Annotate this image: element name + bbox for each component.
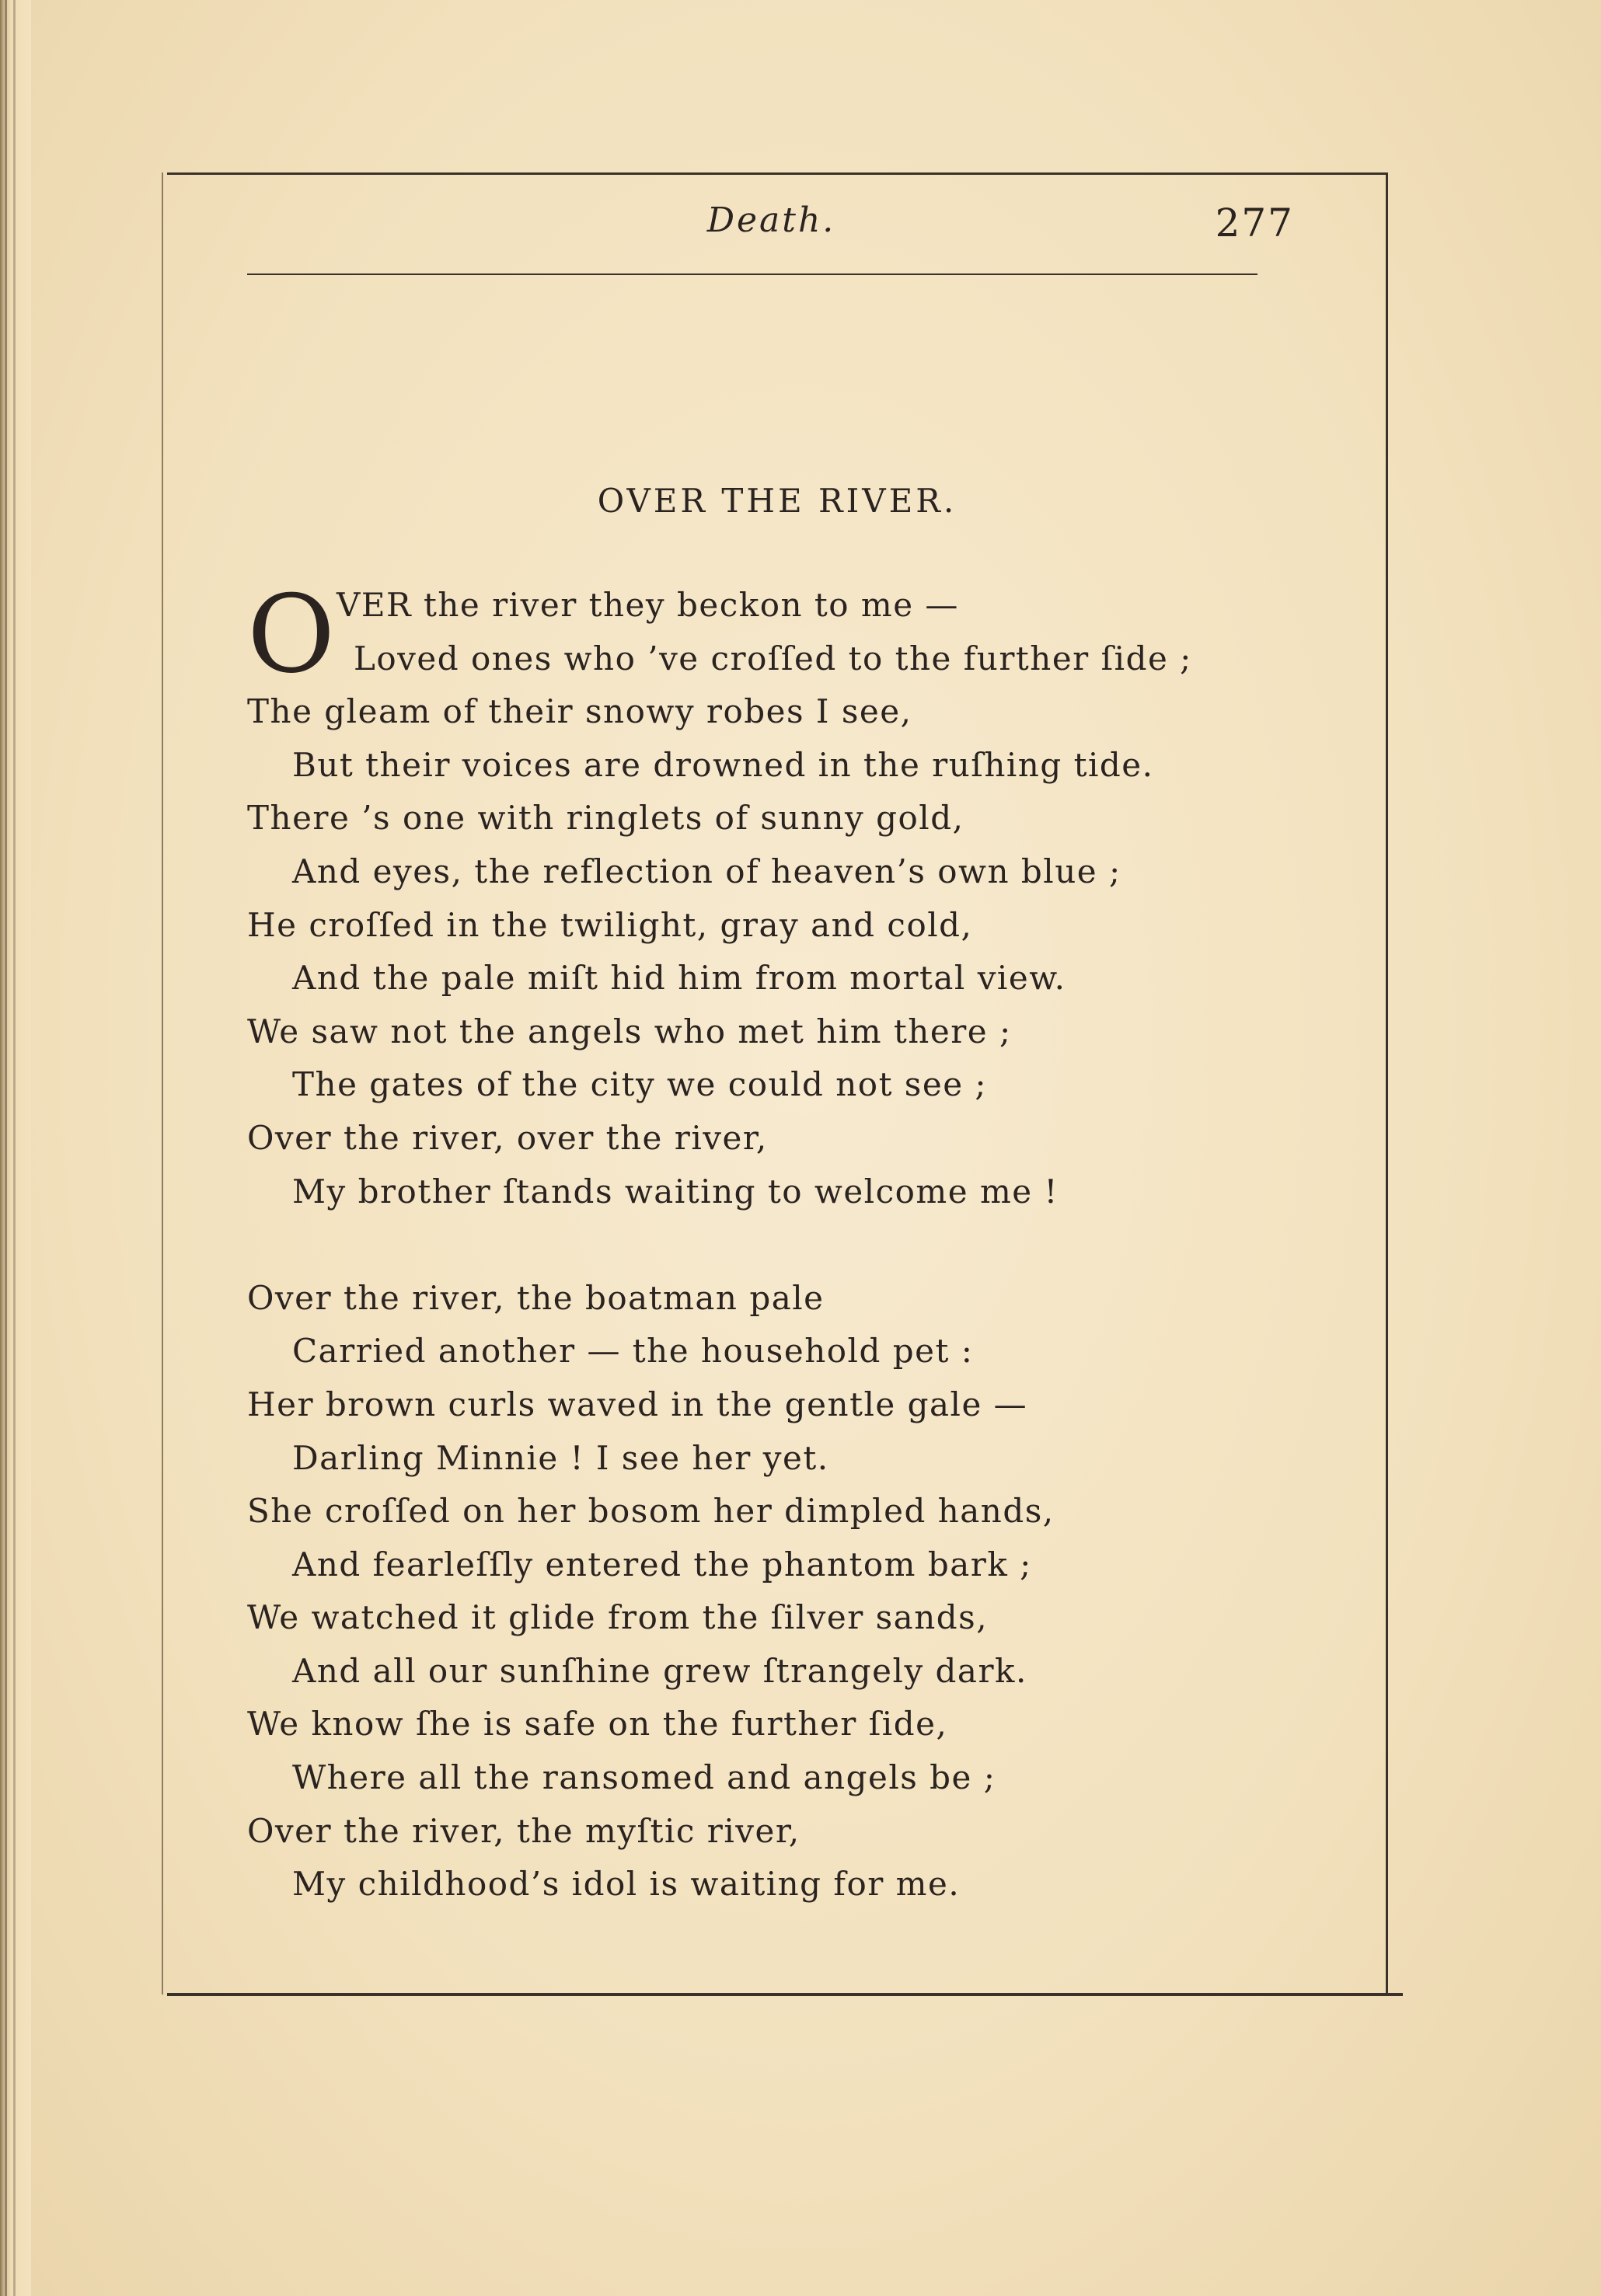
poem-line: Darling Minnie ! I see her yet. [292,1438,829,1477]
page-frame-left [162,172,163,1995]
binding-line [5,0,7,2296]
poem-body [247,572,1351,1911]
page-frame-right [1386,172,1388,1995]
poem-line: He croſſed in the twilight, gray and cold, [247,905,973,944]
poem-line: There ’s one with ringlets of sunny gold, [247,799,964,838]
drop-cap: O [247,572,336,697]
poem-line: We saw not the angels who met him there ; [247,1012,1012,1050]
poem-line: Over the river, the myſtic river, [247,1811,800,1850]
page-frame-bottom [167,1993,1403,1996]
poem-line: And the pale miſt hid him from mortal view. [292,959,1066,998]
poem-line: And eyes, the reflection of heaven’s own blue ; [292,852,1121,890]
page-frame-top [167,172,1386,175]
poem-line: And fearleſſly entered the phantom bark ; [292,1545,1032,1584]
binding-line [13,0,16,2296]
poem-line: And all our sunſhine grew ſtrangely dark. [292,1651,1027,1690]
poem-line: The gates of the city we could not see ; [292,1065,988,1104]
running-head-title: Death. [706,200,836,240]
poem-line: My brother ſtands waiting to welcome me ! [292,1172,1059,1211]
poem-line: The gleam of their snowy robes I see, [247,692,912,731]
header-rule [247,273,1257,275]
poem-line: Where all the ransomed and angels be ; [292,1758,996,1797]
poem-title: OVER THE RIVER. [597,482,957,520]
page-number: 277 [1215,200,1294,246]
poem-line: We watched it glide from the ſilver sands, [247,1598,989,1637]
poem-line: Over the river, over the river, [247,1118,768,1157]
running-head [249,200,1294,255]
poem-line: VER the river they beckon to me — [337,586,959,624]
poem-line: Loved ones who ’ve croſſed to the further ſide ; [354,639,1192,678]
poem-line: Carried another — the household pet : [292,1332,974,1371]
stanza-break [247,1218,1351,1272]
poem-line: We know ſhe is safe on the further ſide, [247,1705,948,1744]
poem-line: But their voices are drowned in the ruſhing tide. [292,745,1154,784]
poem-line: Over the river, the boatman pale [247,1278,825,1317]
poem-line: Her brown curls waved in the gentle gale — [247,1385,1028,1423]
poem-line: My childhood’s idol is waiting for me. [292,1865,961,1904]
poem-line: She croſſed on her bosom her dimpled hands, [247,1492,1055,1531]
